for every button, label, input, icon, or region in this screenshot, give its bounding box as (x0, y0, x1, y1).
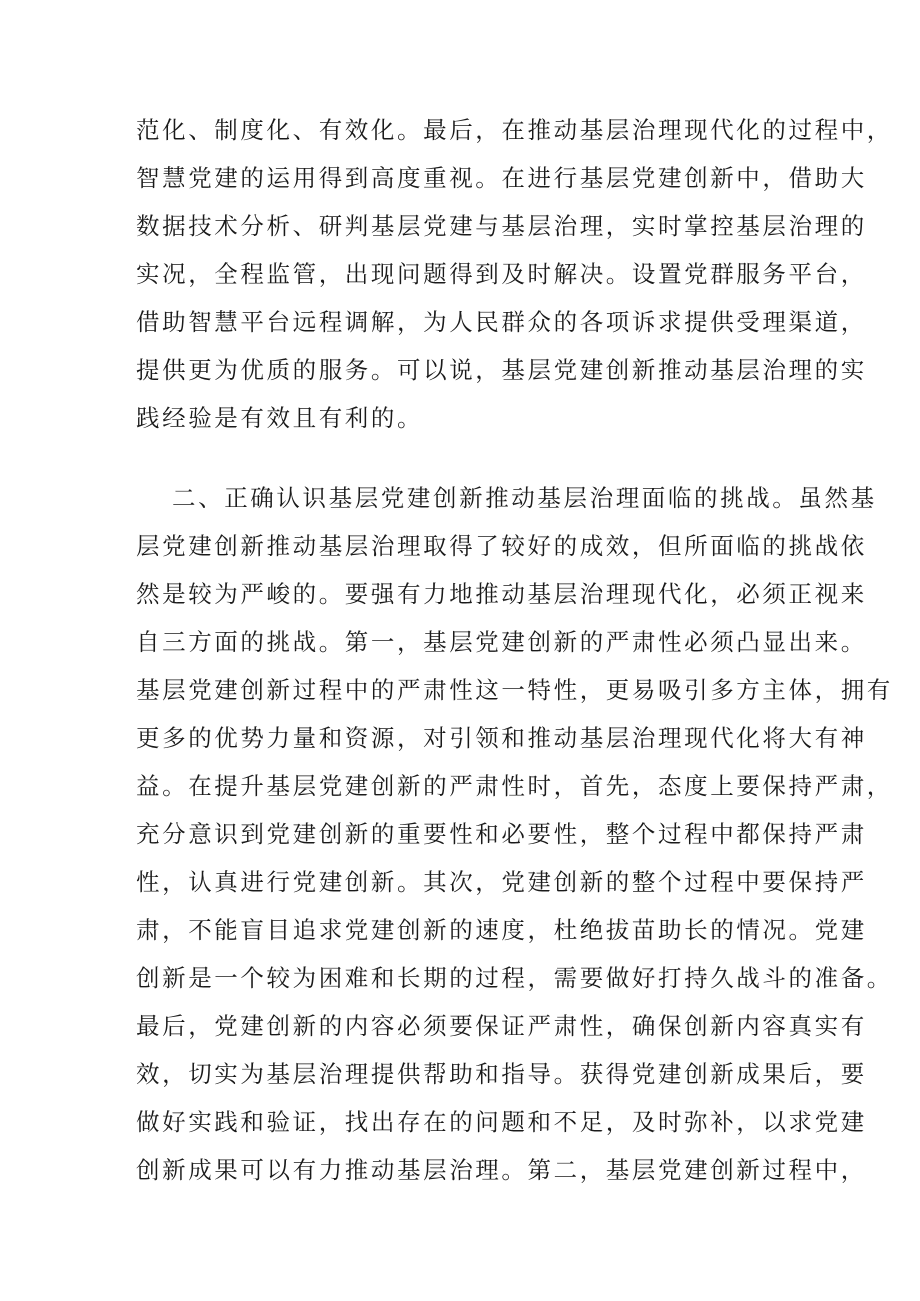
text-line: 创新成果可以有力推动基层治理。第二，基层党建创新过程中， (136, 1156, 867, 1184)
text-line: 自三方面的挑战。第一，基层党建创新的严肃性必须凸显出来。 (136, 628, 867, 656)
text-line: 更多的优势力量和资源，对引领和推动基层治理现代化将大有神 (136, 724, 867, 752)
text-line: 做好实践和验证，找出存在的问题和不足，及时弥补，以求党建 (136, 1108, 867, 1136)
text-line: 智慧党建的运用得到高度重视。在进行基层党建创新中，借助大 (136, 164, 867, 192)
text-line: 肃，不能盲目追求党建创新的速度，杜绝拔苗助长的情况。党建 (136, 916, 867, 944)
text-line: 数据技术分析、研判基层党建与基层治理，实时掌控基层治理的 (136, 212, 867, 240)
paragraph-section-two (136, 474, 893, 1194)
text-line: 然是较为严峻的。要强有力地推动基层治理现代化，必须正视来 (136, 580, 867, 608)
text-line: 提供更为优质的服务。可以说，基层党建创新推动基层治理的实 (136, 356, 867, 384)
text-line: 效，切实为基层治理提供帮助和指导。获得党建创新成果后，要 (136, 1060, 867, 1088)
text-line: 益。在提升基层党建创新的严肃性时，首先，态度上要保持严肃， (136, 772, 893, 800)
text-line: 基层党建创新过程中的严肃性这一特性，更易吸引多方主体，拥有 (136, 676, 893, 704)
text-line: 践经验是有效且有利的。 (136, 404, 424, 432)
text-line: 层党建创新推动基层治理取得了较好的成效，但所面临的挑战依 (136, 532, 867, 560)
paragraph-continuation (136, 106, 893, 442)
text-line: 借助智慧平台远程调解，为人民群众的各项诉求提供受理渠道， (136, 308, 867, 336)
paragraph-first-line: 二、正确认识基层党建创新推动基层治理面临的挑战。虽然基 (172, 484, 877, 512)
text-line: 最后，党建创新的内容必须要保证严肃性，确保创新内容真实有 (136, 1012, 867, 1040)
text-line: 充分意识到党建创新的重要性和必要性，整个过程中都保持严肃 (136, 820, 867, 848)
text-line: 范化、制度化、有效化。最后，在推动基层治理现代化的过程中， (136, 116, 893, 144)
text-line: 实况，全程监管，出现问题得到及时解决。设置党群服务平台， (136, 260, 867, 288)
text-line: 性，认真进行党建创新。其次，党建创新的整个过程中要保持严 (136, 868, 867, 896)
text-line: 创新是一个较为困难和长期的过程，需要做好打持久战斗的准备。 (136, 964, 893, 992)
